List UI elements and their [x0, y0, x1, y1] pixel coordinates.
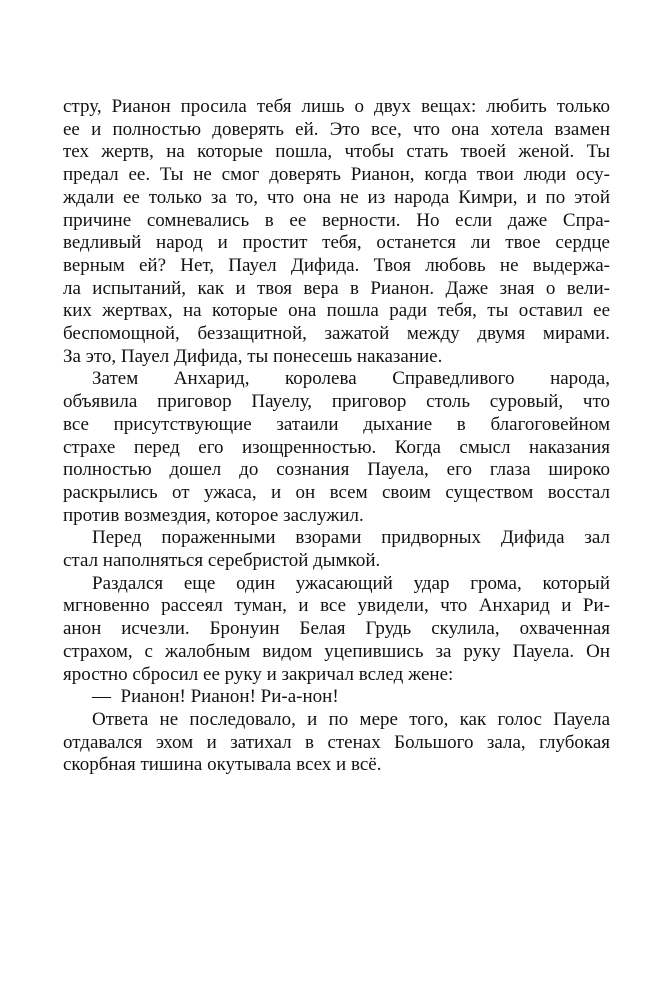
text-line: Перед пораженными взорами придворных Дифида зал — [92, 527, 610, 549]
text-line: ких жертвах, на которые она пошла ради тебя, ты оставил ее — [63, 300, 610, 322]
paragraph — [63, 368, 610, 527]
text-line: беспомощной, беззащитной, зажатой между двумя мирами. — [63, 323, 610, 345]
text-line: предал ее. Ты не смог доверять Рианон, когда твои люди осу- — [63, 164, 610, 186]
text-line: все присутствующие затаили дыхание в благоговейном — [63, 413, 610, 435]
text-line: тех жертв, на которые пошла, чтобы стать твоей женой. Ты — [63, 141, 610, 163]
text-line: — Рианон! Рианон! Ри-а-нон! — [92, 686, 339, 708]
text-line: За это, Пауел Дифида, ты понесешь наказание. — [63, 345, 443, 367]
text-line: страхом, с жалобным видом уцепившись за руку Пауела. Он — [63, 640, 610, 662]
text-block — [63, 96, 610, 777]
text-line: яростно сбросил ее руку и закричал вслед жене: — [63, 663, 454, 685]
text-line: стал наполняться серебристой дымкой. — [63, 550, 381, 572]
text-line: отдавался эхом и затихал в стенах Большого зала, глубокая — [63, 731, 610, 753]
text-line: против возмездия, которое заслужил. — [63, 504, 364, 526]
text-line: мгновенно рассеял туман, и все увидели, что Анхарид и Ри- — [63, 595, 610, 617]
paragraph — [63, 686, 610, 709]
paragraph — [63, 96, 610, 368]
text-line: Раздался еще один ужасающий удар грома, который — [92, 572, 610, 594]
text-line: страхе перед его изощренностью. Когда смысл наказания — [63, 436, 610, 458]
text-line: анон исчезли. Бронуин Белая Грудь скулила, охваченная — [63, 618, 610, 640]
text-line: Затем Анхарид, королева Справедливого народа, — [92, 368, 610, 390]
text-line: стру, Рианон просила тебя лишь о двух вещах: любить только — [63, 96, 610, 117]
text-line: скорбная тишина окутывала всех и всё. — [63, 754, 382, 776]
text-line: полностью дошел до сознания Пауела, его глаза широко — [63, 459, 610, 481]
paragraph — [63, 573, 610, 687]
text-line: ждали ее только за то, что она не из народа Кимри, и по этой — [63, 186, 610, 208]
paragraph — [63, 527, 610, 572]
text-line: объявила приговор Пауелу, приговор столь суровый, что — [63, 391, 610, 413]
text-line: причине сомневались в ее верности. Но если даже Спра- — [63, 209, 610, 231]
text-line: верным ей? Нет, Пауел Дифида. Твоя любовь не выдержа- — [63, 254, 610, 276]
text-line: ведливый народ и простит тебя, останется ли твое сердце — [63, 232, 610, 254]
text-line: ла испытаний, как и твоя вера в Рианон. Даже зная о вели- — [63, 277, 610, 299]
text-line: раскрылись от ужаса, и он всем своим существом восстал — [63, 481, 610, 503]
text-line: Ответа не последовало, и по мере того, как голос Пауела — [92, 708, 610, 730]
paragraph — [63, 709, 610, 777]
text-line: ее и полностью доверять ей. Это все, что она хотела взамен — [63, 118, 610, 140]
